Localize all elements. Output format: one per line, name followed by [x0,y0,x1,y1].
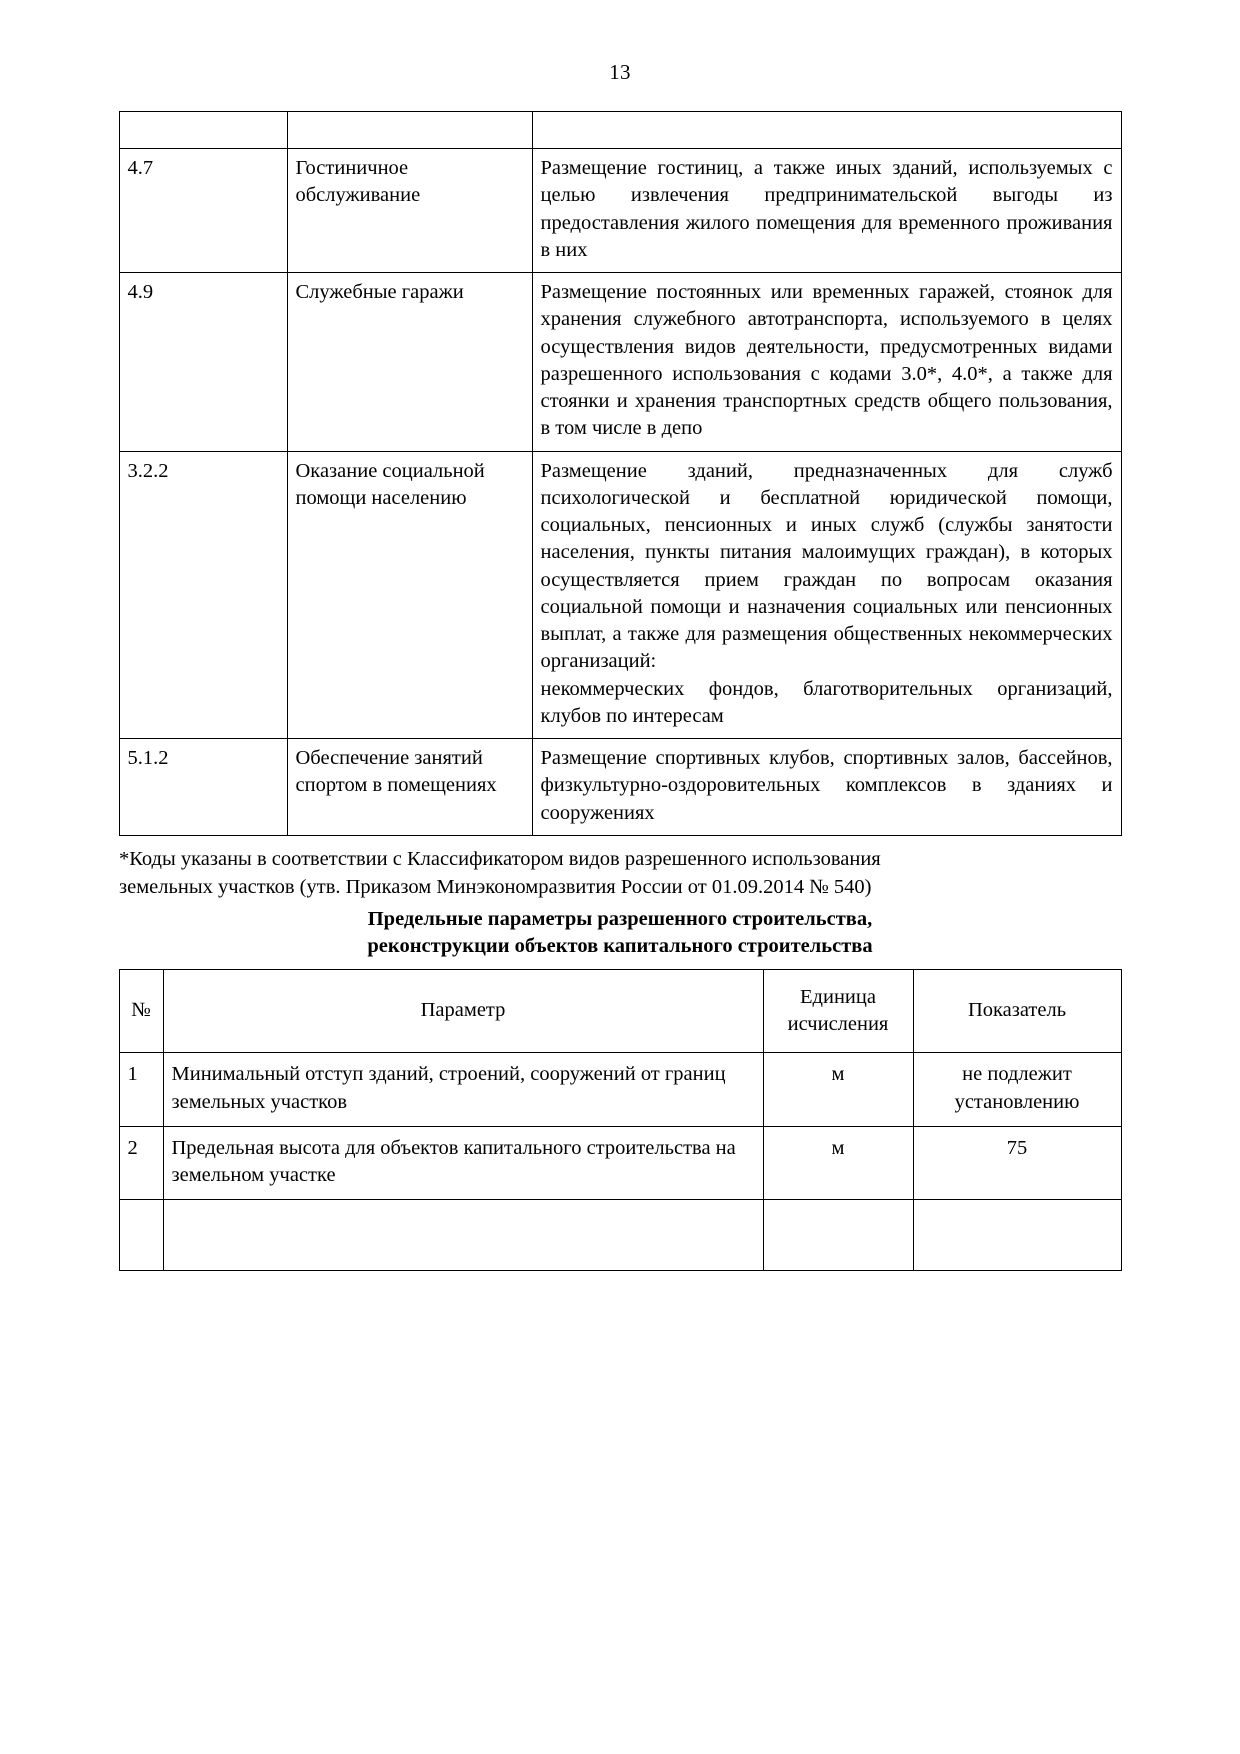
page-number: 13 [609,60,631,84]
section-heading-line-2: реконструкции объектов капитального строительства [367,935,873,958]
parameters-table [119,969,1122,1272]
use-description: Размещение постоянных или временных гаражей, стоянок для хранения служебного автотранспорта, используемого в целях осуществления видов деятельности, предусмотренных видами разрешенного использования с кодами 3.0*, 4.0*, а также для стоянки и хранения транспортных средств общего пользования, в том числе в депо [532,273,1121,452]
use-code: 4.7 [119,149,287,273]
param-value: 75 [913,1126,1121,1200]
section-heading [119,906,1121,961]
spacer-cell-code [119,112,287,149]
footnote-line-2: земельных участков (утв. Приказом Минэкономразвития России от 01.09.2014 № 540) [119,875,872,898]
table-row [119,739,1121,836]
use-code: 4.9 [119,273,287,452]
table-row [119,273,1121,452]
header-number: № [119,969,163,1053]
header-unit-line-2: исчисления [787,1013,889,1036]
param-number: 1 [119,1053,163,1127]
table-row [119,451,1121,739]
table-bottom-spacer-row [119,1200,1121,1271]
use-name: Обеспечение занятий спортом в помещениях [287,739,532,836]
use-description-cell [532,451,1121,739]
table-header-row [119,969,1121,1053]
param-text: Минимальный отступ зданий, строений, сооружений от границ земельных участков [163,1053,763,1127]
param-value-line-2: установлению [954,1090,1080,1113]
table-top-spacer-row [119,112,1121,149]
header-value: Показатель [913,969,1121,1053]
use-name: Служебные гаражи [287,273,532,452]
footnote [119,846,1121,902]
use-name: Оказание социальной помощи населению [287,451,532,739]
use-code: 3.2.2 [119,451,287,739]
use-description: Размещение зданий, предназначенных для служб психологической и бесплатной юридической помощи, социальных, пенсионных и иных служб (службы занятости населения, пункты питания малоимущих граждан), в которых осуществляется прием граждан по вопросам оказания социальной помощи и назначения социальных или пенсионных выплат, а также для размещения общественных некоммерческих организаций: [540,459,1113,673]
header-unit-line-1: Единица [800,985,876,1008]
use-name: Гостиничное обслуживание [287,149,532,273]
spacer-cell-name [287,112,532,149]
footnote-line-1: *Коды указаны в соответствии с Классификатором видов разрешенного использования [119,847,881,870]
header-parameter: Параметр [163,969,763,1053]
table-row [119,1126,1121,1200]
spacer-cell-param [163,1200,763,1271]
table-row [119,149,1121,273]
use-description-tail: некоммерческих фондов, благотворительных организаций, клубов по интересам [540,677,1113,727]
spacer-cell-value [913,1200,1121,1271]
permitted-uses-table [119,111,1122,836]
use-description: Размещение спортивных клубов, спортивных залов, бассейнов, физкультурно-оздоровительных комплексов в зданиях и сооружениях [532,739,1121,836]
param-number: 2 [119,1126,163,1200]
param-text: Предельная высота для объектов капитального строительства на земельном участке [163,1126,763,1200]
section-heading-line-1: Предельные параметры разрешенного строительства, [367,907,873,930]
param-value-line-1: не подлежит [962,1063,1072,1086]
param-unit: м [763,1053,913,1127]
spacer-cell-desc [532,112,1121,149]
use-code: 5.1.2 [119,739,287,836]
use-description: Размещение гостиниц, а также иных зданий, используемых с целью извлечения предпринимательской выгоды из предоставления жилого помещения для временного проживания в них [532,149,1121,273]
header-unit [763,969,913,1053]
spacer-cell-number [119,1200,163,1271]
param-value [913,1053,1121,1127]
spacer-cell-unit [763,1200,913,1271]
table-row [119,1053,1121,1127]
param-unit: м [763,1126,913,1200]
